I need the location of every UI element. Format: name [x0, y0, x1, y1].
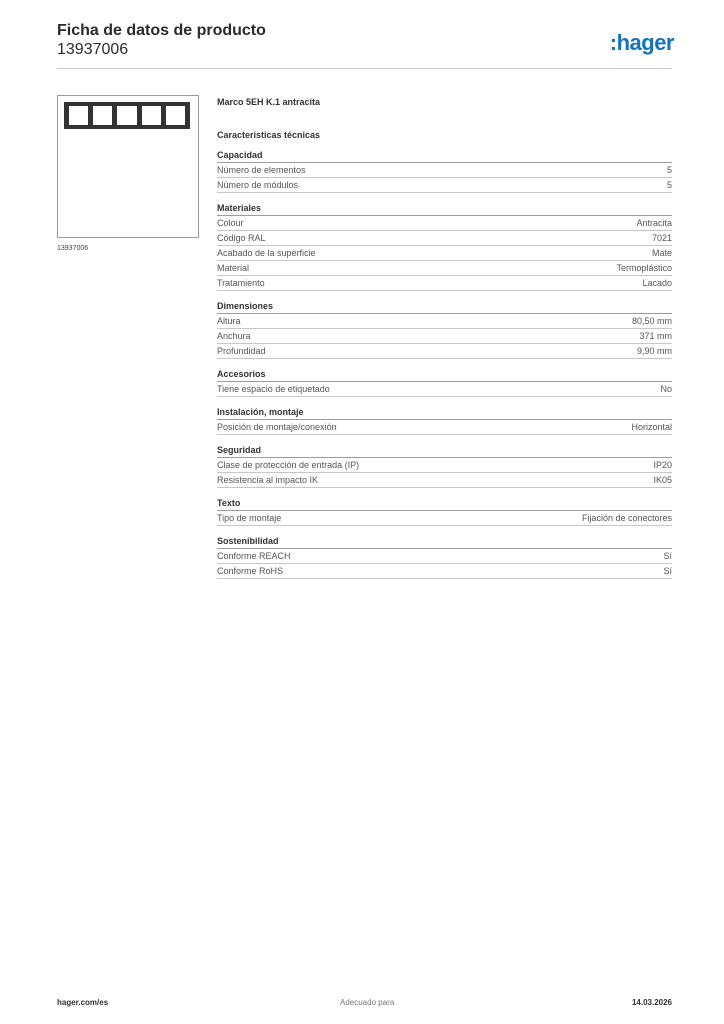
- spec-value: No: [660, 384, 672, 394]
- footer-website: hager.com/es: [57, 998, 109, 1007]
- spec-label: Código RAL: [217, 233, 266, 243]
- section-title: Materiales: [217, 202, 672, 216]
- section-title: Dimensiones: [217, 300, 672, 314]
- section-title: Texto: [217, 497, 672, 511]
- spec-value: Sí: [663, 566, 672, 576]
- spec-label: Posición de montaje/conexión: [217, 422, 337, 432]
- frame-opening: [93, 106, 112, 125]
- spec-label: Número de módulos: [217, 180, 299, 190]
- spec-value: 80,50 mm: [631, 316, 672, 326]
- spec-section: [217, 535, 672, 579]
- spec-value: 7021: [651, 233, 672, 243]
- spec-row: [217, 344, 672, 359]
- product-image: [57, 95, 199, 238]
- spec-value: Fijación de conectores: [581, 513, 672, 523]
- spec-row: [217, 549, 672, 564]
- spec-label: Conforme REACH: [217, 551, 291, 561]
- page-title: Ficha de datos de producto: [57, 22, 266, 39]
- spec-label: Resistencia al impacto IK: [217, 475, 319, 485]
- spec-label: Tipo de montaje: [217, 513, 282, 523]
- spec-row: [217, 458, 672, 473]
- footer-center-text: Adecuado para: [340, 998, 395, 1007]
- spec-row: [217, 420, 672, 435]
- section-title: Seguridad: [217, 444, 672, 458]
- spec-value: Termoplástico: [616, 263, 672, 273]
- product-name: Marco 5EH K.1 antracita: [217, 97, 321, 107]
- section-title: Accesorios: [217, 368, 672, 382]
- spec-row: [217, 329, 672, 344]
- spec-row: [217, 473, 672, 488]
- spec-value: Sí: [663, 551, 672, 561]
- spec-value: 371 mm: [639, 331, 672, 341]
- spec-label: Número de elementos: [217, 165, 306, 175]
- spec-section: [217, 406, 672, 435]
- frame-opening: [117, 106, 136, 125]
- spec-section: [217, 300, 672, 359]
- spec-row: [217, 564, 672, 579]
- spec-value: Horizontal: [631, 422, 672, 432]
- spec-label: Material: [217, 263, 250, 273]
- spec-row: [217, 216, 672, 231]
- spec-label: Acabado de la superficie: [217, 248, 316, 258]
- spec-value: 5: [666, 180, 672, 190]
- frame-5-gang-illustration: [64, 102, 190, 129]
- spec-value: 5: [666, 165, 672, 175]
- spec-row: [217, 382, 672, 397]
- spec-row: [217, 178, 672, 193]
- spec-row: [217, 231, 672, 246]
- spec-sections: [217, 149, 672, 579]
- spec-label: Colour: [217, 218, 244, 228]
- section-title: Capacidad: [217, 149, 672, 163]
- spec-value: Antracita: [636, 218, 672, 228]
- section-title: Sostenibilidad: [217, 535, 672, 549]
- spec-label: Tiene espacio de etiquetado: [217, 384, 330, 394]
- spec-label: Conforme RoHS: [217, 566, 284, 576]
- hager-logo: :hager: [609, 30, 674, 55]
- spec-row: [217, 261, 672, 276]
- spec-label: Profundidad: [217, 346, 266, 356]
- spec-row: [217, 246, 672, 261]
- product-code: 13937006: [57, 41, 129, 58]
- frame-opening: [142, 106, 161, 125]
- spec-value: Mate: [651, 248, 672, 258]
- spec-section: [217, 497, 672, 526]
- spec-section: [217, 368, 672, 397]
- spec-value: IP20: [653, 460, 672, 470]
- tech-heading: Características técnicas: [217, 130, 321, 140]
- spec-value: 9,90 mm: [636, 346, 672, 356]
- spec-value: Lacado: [642, 278, 672, 288]
- spec-value: IK05: [653, 475, 672, 485]
- spec-row: [217, 276, 672, 291]
- spec-section: [217, 149, 672, 193]
- spec-section: [217, 444, 672, 488]
- image-caption-code: 13937006: [57, 245, 89, 252]
- spec-section: [217, 202, 672, 291]
- spec-row: [217, 314, 672, 329]
- header-divider: [57, 68, 672, 69]
- spec-label: Altura: [217, 316, 241, 326]
- spec-label: Anchura: [217, 331, 251, 341]
- spec-row: [217, 163, 672, 178]
- footer-date: 14.03.2026: [631, 998, 672, 1007]
- frame-opening: [69, 106, 88, 125]
- frame-opening: [166, 106, 185, 125]
- spec-label: Tratamiento: [217, 278, 265, 288]
- spec-content: [217, 96, 672, 588]
- spec-row: [217, 511, 672, 526]
- section-title: Instalación, montaje: [217, 406, 672, 420]
- spec-label: Clase de protección de entrada (IP): [217, 460, 360, 470]
